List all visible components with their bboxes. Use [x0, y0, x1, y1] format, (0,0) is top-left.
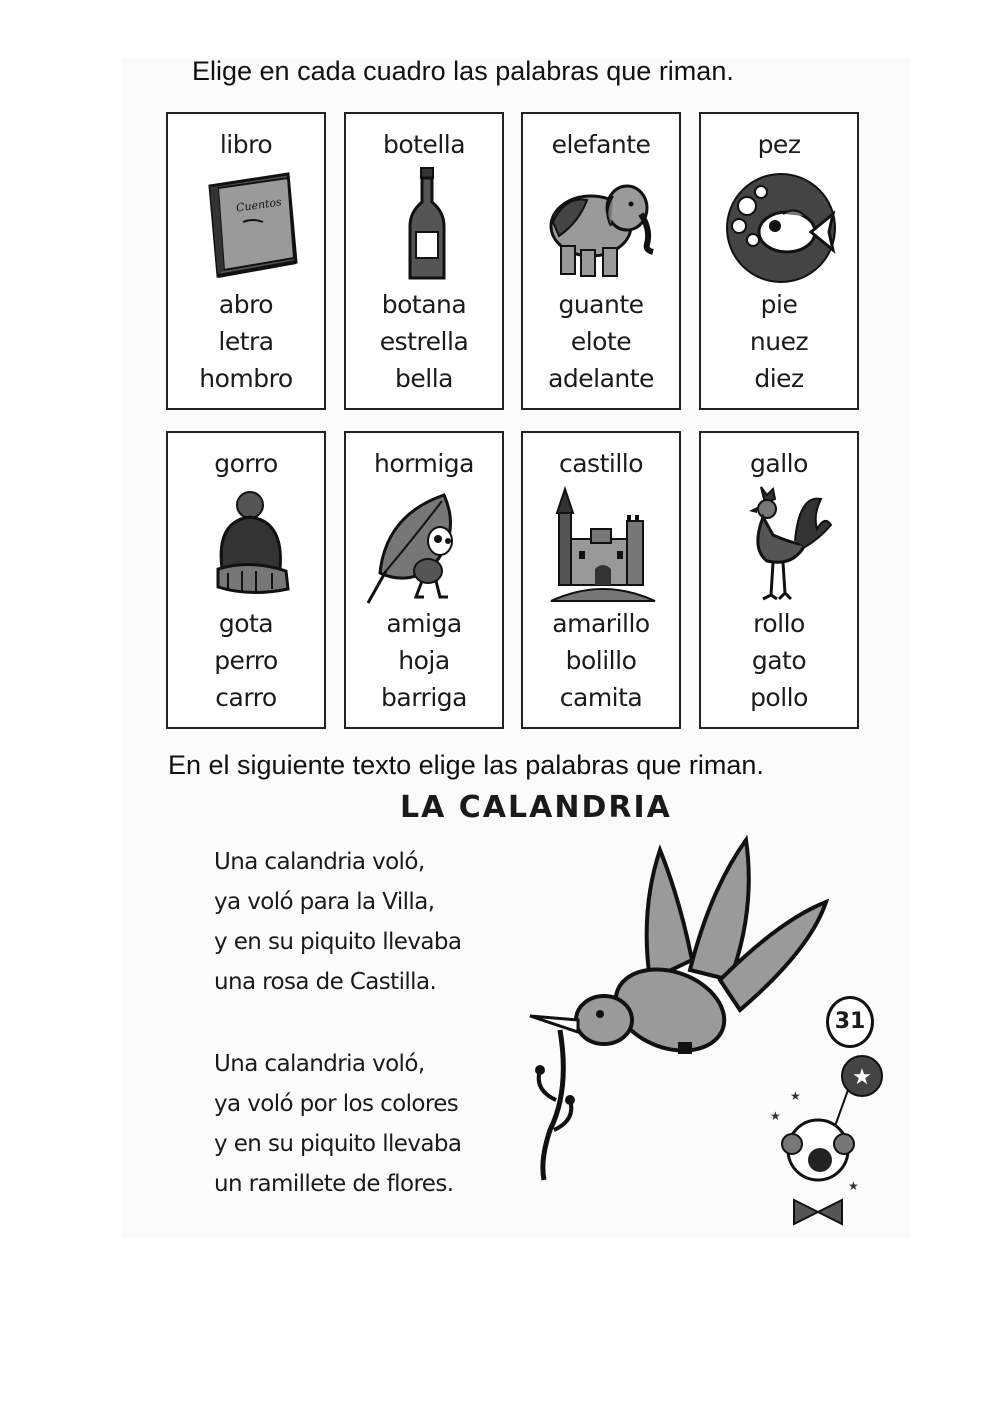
rooster-icon [721, 485, 841, 605]
word-list [523, 286, 679, 397]
card-castillo[interactable] [521, 431, 681, 729]
svg-text:★: ★ [770, 1109, 781, 1123]
word-option[interactable]: amiga [386, 609, 462, 638]
card-title: gorro [214, 449, 278, 478]
poem-title: LA CALANDRIA [400, 790, 672, 825]
word-option[interactable]: bolillo [565, 646, 637, 675]
hat-icon [188, 485, 308, 605]
word-option[interactable]: elote [570, 327, 632, 356]
word-list [346, 286, 502, 397]
poem-line[interactable]: ya voló para la Villa, [214, 889, 435, 915]
fish-icon [721, 166, 841, 286]
word-option[interactable]: estrella [379, 327, 469, 356]
card-title: botella [382, 130, 466, 159]
word-list [168, 286, 324, 397]
word-list [523, 605, 679, 716]
elephant-icon [543, 166, 663, 286]
poem-line[interactable]: una rosa de Castilla. [214, 969, 437, 995]
book-icon [188, 166, 308, 286]
card-pez[interactable] [699, 112, 859, 410]
word-option[interactable]: abro [218, 290, 274, 319]
castle-icon [543, 485, 663, 605]
word-option[interactable]: amarillo [552, 609, 650, 638]
word-list [346, 605, 502, 716]
word-option[interactable]: hoja [398, 646, 450, 675]
poem-line[interactable]: y en su piquito llevaba [214, 1131, 462, 1157]
word-option[interactable]: barriga [381, 683, 467, 712]
poem-stanza [214, 1044, 461, 1204]
svg-text:★: ★ [848, 1179, 859, 1193]
card-botella[interactable] [344, 112, 504, 410]
clown-icon [770, 1040, 890, 1230]
book-label: Cuentos [235, 195, 283, 215]
svg-text:★: ★ [852, 1065, 872, 1090]
word-option[interactable]: guante [558, 290, 644, 319]
page-number: 31 [826, 996, 874, 1048]
word-option[interactable]: pie [760, 290, 798, 319]
card-title: pez [757, 130, 801, 159]
card-title: libro [219, 130, 273, 159]
svg-text:★: ★ [790, 1089, 801, 1103]
word-option[interactable]: camita [559, 683, 643, 712]
word-option[interactable]: gato [751, 646, 807, 675]
word-option[interactable]: bella [395, 364, 453, 393]
card-hormiga[interactable] [344, 431, 504, 729]
card-title: gallo [750, 449, 808, 478]
word-option[interactable]: pollo [750, 683, 808, 712]
card-gallo[interactable] [699, 431, 859, 729]
card-gorro[interactable] [166, 431, 326, 729]
word-list [701, 286, 857, 397]
card-title: hormiga [374, 449, 474, 478]
ant-icon [366, 485, 486, 605]
poem-line[interactable]: ya voló por los colores [214, 1091, 459, 1117]
word-option[interactable]: hombro [199, 364, 293, 393]
word-option[interactable]: letra [218, 327, 274, 356]
word-option[interactable]: rollo [753, 609, 805, 638]
poem-line[interactable]: un ramillete de flores. [214, 1171, 454, 1197]
word-option[interactable]: gota [218, 609, 274, 638]
word-option[interactable]: diez [754, 364, 804, 393]
card-libro[interactable] [166, 112, 326, 410]
word-option[interactable]: perro [214, 646, 278, 675]
instruction-rhyme-text: En el siguiente texto elige las palabras que riman. [168, 750, 764, 780]
poem-line[interactable]: y en su piquito llevaba [214, 929, 462, 955]
card-elefante[interactable] [521, 112, 681, 410]
instruction-rhyme-boxes: Elige en cada cuadro las palabras que riman. [192, 56, 734, 86]
word-option[interactable]: nuez [749, 327, 809, 356]
poem-stanza [214, 842, 461, 1002]
card-title: elefante [551, 130, 651, 159]
word-list [168, 605, 324, 716]
poem-line[interactable]: Una calandria voló, [214, 849, 425, 875]
word-option[interactable]: adelante [548, 364, 654, 393]
word-list [701, 605, 857, 716]
word-option[interactable]: carro [215, 683, 277, 712]
bottle-icon [366, 166, 486, 286]
card-title: castillo [558, 449, 644, 478]
word-option[interactable]: botana [381, 290, 467, 319]
poem-line[interactable]: Una calandria voló, [214, 1051, 425, 1077]
